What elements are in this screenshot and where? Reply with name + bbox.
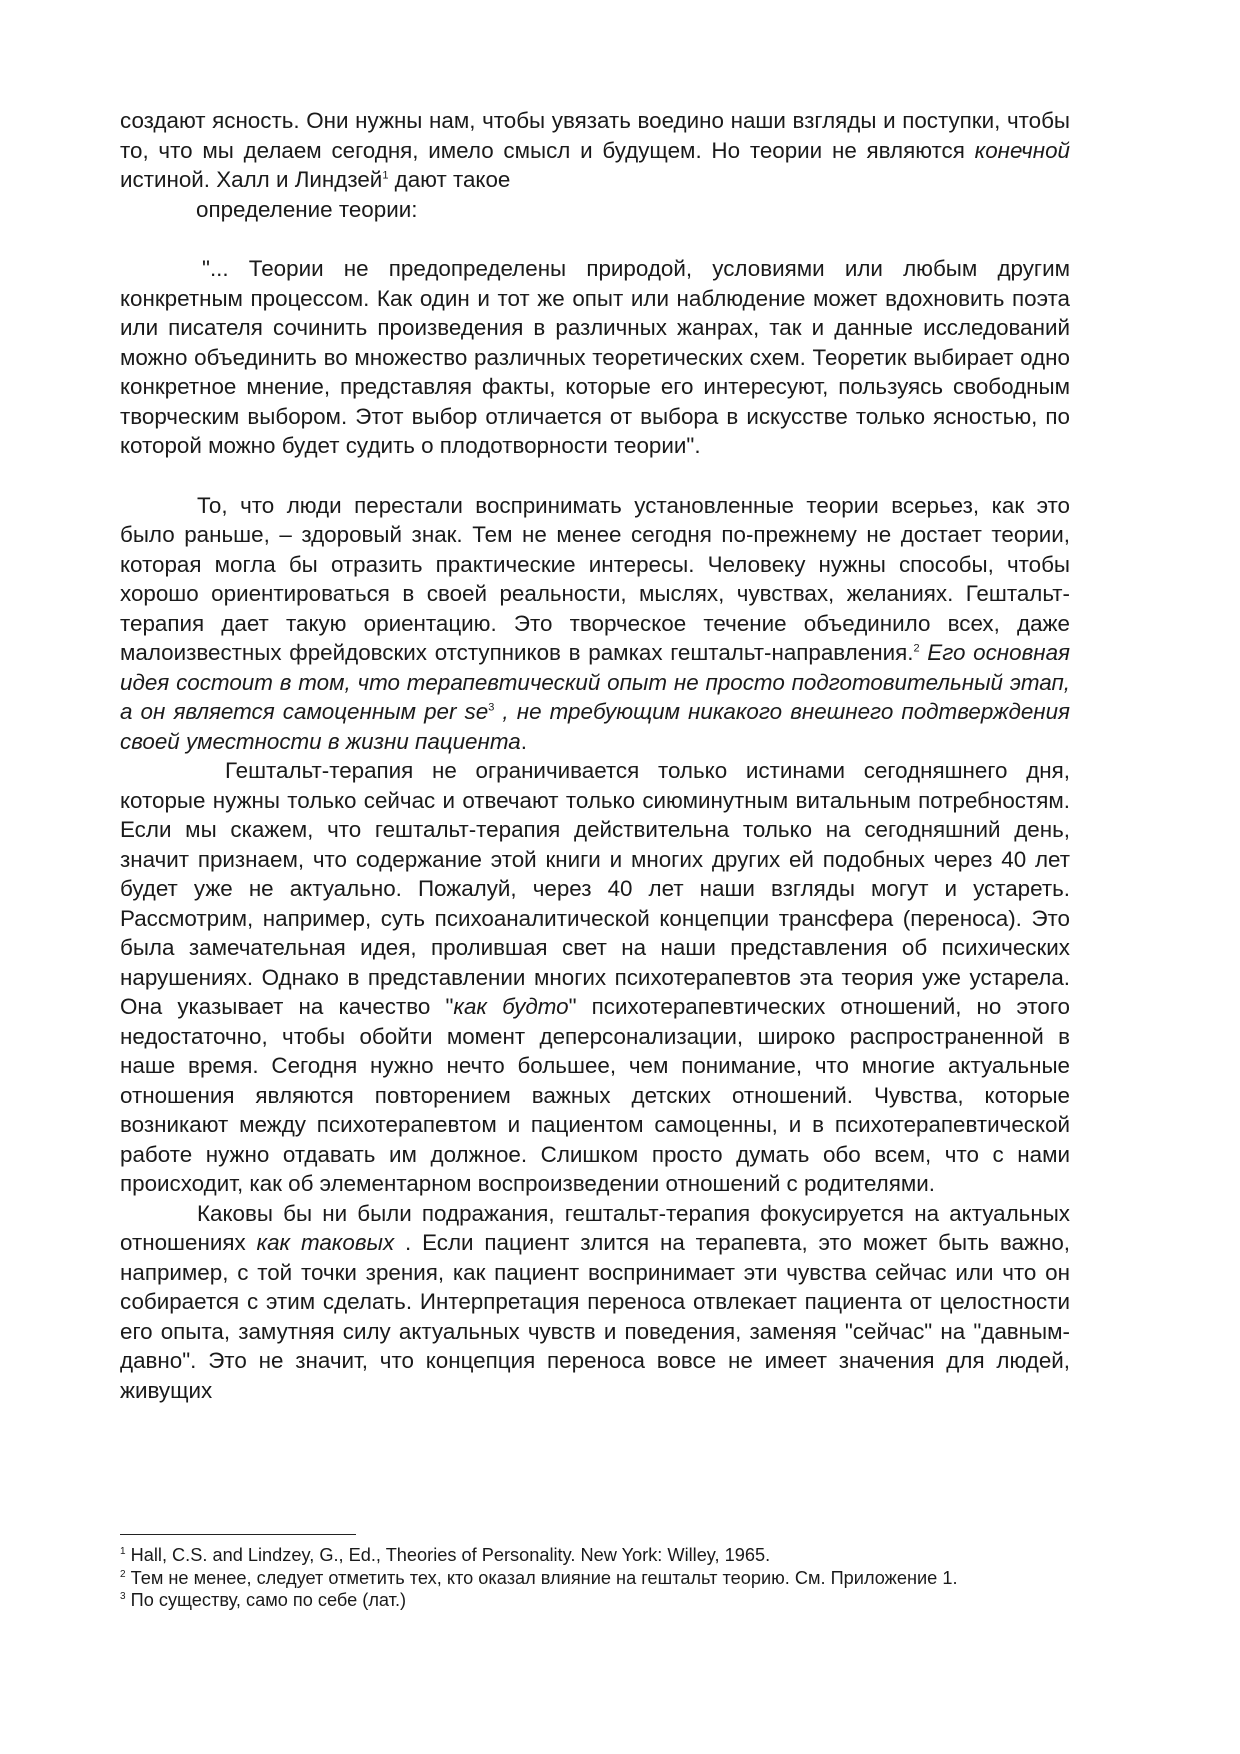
paragraph-3: Гештальт-терапия не ограничивается только истинами сегодняшнего дня, которые нужны только сейчас и отвечают только сиюминутным витальным потребностям. Если мы скажем, что гештальт-терапия действительна только на сегодняшний день, значит признаем, что содержание этой книги и многих других ей подобных через 40 лет будет уже не актуально. Пожалуй, через 40 лет наши взгляды могут и устареть. Рассмотрим, например, суть психоаналитической концепции трансфера (переноса). Это была замечательная идея, пролившая свет на наши представления об психических нарушениях. Однако в представлении многих психотерапевтов эта теория уже устарела. Она указывает на качество "как будто" психотерапевтических отношений, но этого недостаточно, чтобы обойти момент деперсонализации, широко распространенной в наше время. Сегодня нужно нечто большее, чем понимание, что многие актуальные отношения являются повторением важных детских отношений. Чувства, которые возникают между психотерапевтом и пациентом самоценны, и в психотерапевтической работе нужно отдавать им должное. Слишком просто думать обо всем, что с нами происходит, как об элементарном воспроизведении отношений с родителями. xyxy=(120,758,1070,1196)
footnotes xyxy=(120,1544,1070,1612)
paragraph-4: Каковы бы ни были подражания, гештальт-терапия фокусируется на актуальных отношениях как таковых . Если пациент злится на терапевта, это может быть важно, например, с той точки зрения, как пациент воспринимает эти чувства сейчас или что он собирается с этим сделать. Интерпретация переноса отвлекает пациента от целостности его опыта, замутняя силу актуальных чувств и поведения, заменяя "сейчас" на "давным-давно". Это не значит, что концепция переноса вовсе не имеет значения для людей, живущих xyxy=(120,1200,1070,1403)
footnote-2: $^2$ Тем не менее, следует отметить тех, кто оказал влияние на гештальт теорию. См. Приложение 1. xyxy=(120,1567,958,1588)
opening-last-line: определение теории: xyxy=(196,196,418,222)
paragraph-2: То, что люди перестали воспринимать установленные теории всерьез, как это было раньше, – здоровый знак. Тем не менее сегодня по-прежнему не достает теории, которая могла бы отразить практические интересы. Человеку нужны способы, чтобы хорошо ориентироваться в своей реальности, мыслях, чувствах, желаниях. Гештальт-терапия дает такую ориентацию. Это творческое течение объединило всех, даже малоизвестных фрейдовских отступников в рамках гештальт-направления.$^2$ Его основная идея состоит в том, что терапевтический опыт не просто подготовительный этап, а он является самоценным per $se^3$ , не требующим никакого внешнего подтверждения своей уместности в жизни пациента. xyxy=(120,492,1071,754)
footnote-ref-2: 2 xyxy=(913,642,920,655)
footnote-ref-1: 1 xyxy=(382,169,389,182)
body-text xyxy=(120,106,1070,1405)
footnote-divider xyxy=(120,1534,356,1535)
footnote-3: $^3$ По существу, само по себе (лат.) xyxy=(120,1590,407,1610)
footnote-1: $^1$ Hall, C.S. and Lindzey, G., Ed., Theories of Personality. New York: Willey, 1965. xyxy=(120,1545,771,1565)
opening-paragraph: создают ясность. Они нужны нам, чтобы увязать воедино наши взгляды и поступки, чтобы то, что мы делаем сегодня, имело смысл и будущем. Но теории не являются конечной истиной. Халл и Линдзей$^1$ дают такое xyxy=(120,108,1070,192)
quote-paragraph: "... Теории не предопределены природой, условиями или любым другим конкретным процессом. Как один и тот же опыт или наблюдение может вдохновить поэта или писателя сочинить произведения в различных жанрах, так и данные исследований можно объединить во множество различных теоретических схем. Теоретик выбирает одно конкретное мнение, представляя факты, которые его интересуют, пользуясь свободным творческим выбором. Этот выбор отличается от выбора в искусстве только ясностью, по которой можно будет судить о плодотворности теории". xyxy=(120,256,1070,458)
italic-term: конечной xyxy=(974,137,1070,163)
footnote-ref-3: 3 xyxy=(488,701,495,714)
